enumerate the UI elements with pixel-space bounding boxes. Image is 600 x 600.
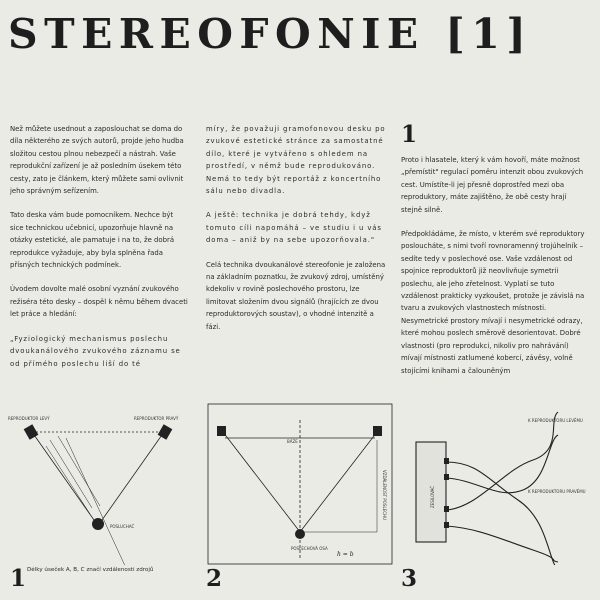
label-output-left: K REPRODUKTORU LEVÉMU	[528, 418, 583, 423]
figure-number: 3	[401, 565, 418, 592]
paragraph: Než můžete usednout a zaposlouchat se doma do díla některého ze svých autorů, projde jeho hudba složitou cestou plnou nebezpečí a nástrah. Vaše reprodukční zařízení je až posledním úsekem této cesty, zato je článkem, který můžete sami ovlivnit jeho správným seřízením.	[10, 125, 184, 196]
listener-icon	[92, 518, 104, 530]
label-output-right: K REPRODUKTORU PRAVÉMU	[528, 489, 586, 494]
figure-number: 2	[206, 565, 223, 592]
paragraph: Proto i hlasatele, který k vám hovoří, máte možnost „přemístit" regulací poměru intenzit obou zvukových cest. Umístíte-li jej přesně doprostřed mezi oba reproduktory, máte zajištěno, že obě cesty hrají stejně silně.	[401, 156, 584, 214]
paragraph: Úvodem dovolte malé osobní vyznání zvukového režiséra této desky – dospěl k němu během dvaceti let práce a hledání:	[10, 285, 188, 319]
quote-paragraph: A ještě: technika je dobrá tehdy, když tomuto cíli napomáhá – ve studiu i u vás doma – aniž by na sebe upozorňovala."	[206, 211, 382, 245]
label-amplifier: ZESILOVAČ	[430, 485, 435, 508]
text-column-3	[401, 154, 587, 389]
label-distance: VZDÁLENOST POSLECHU	[382, 470, 387, 520]
figure-3-speaker-wiring	[408, 400, 598, 565]
paragraph: Celá technika dvoukanálové stereofonie je založena na základním poznatku, že zvukový zdroj, umístěný kdekoliv v rovině poslechového prostoru, lze limitovat složením dvou signálů (hrajících ze dvou reproduktorových soustav), o vhodné intenzitě a fázi.	[206, 260, 386, 331]
quote-paragraph: míry, že považuji gramofonovou desku po zvukové estetické stránce za samostatné dílo, které je vytvářeno s ohledem na prostředí, v němž bude reprodukováno. Nemá to tedy být reportáž z koncertního sálu nebo divadla.	[206, 125, 386, 196]
label-left-speaker: REPRODUKTOR LEVÝ	[8, 416, 50, 421]
label-listener: POSLUCHAČ	[110, 524, 135, 529]
label-listening-axis: POSLECHOVÁ OSA	[291, 546, 328, 551]
text-column-1	[10, 123, 188, 382]
page-title: STEREOFONIE [1]	[8, 10, 533, 58]
label-right-speaker: REPRODUKTOR PRAVÝ	[134, 416, 179, 421]
speaker-icon	[373, 426, 382, 436]
section-number: 1	[401, 121, 418, 148]
speaker-icon	[217, 426, 226, 436]
formula: h = b	[337, 551, 354, 558]
figure-1-stereo-triangle	[6, 400, 191, 565]
figure-2-listening-axis	[205, 400, 395, 565]
text-column-2	[206, 123, 389, 345]
listener-icon	[295, 529, 305, 539]
figure-caption: Délky úseček A, B, C značí vzdálenosti zdrojů	[27, 567, 154, 573]
quote-paragraph: „Fyziologický mechanismus poslechu dvoukanálového zvukového záznamu se od přímého poslechu liší do té	[10, 334, 181, 368]
paragraph: Tato deska vám bude pomocníkem. Nechce být sice technickou učebnicí, upozorňuje hlavně na otázky estetické, ale pamatuje i na to, že dobrá reprodukce vyžaduje, aby byla splněna řada přísných technických podmínek.	[10, 211, 175, 270]
label-base: BÁZE	[287, 439, 298, 444]
paragraph: Předpokládáme, že místo, v kterém své reproduktory posloucháte, s nimi tvoří rovnoramenný trojúhelník – sedíte tedy v poslechové ose. Vaše vzdálenost od spojnice reproduktorů již neovlivňuje symetrii poslechu, ale jeho zřetelnost. Vyplatí se tuto vzdálenost prakticky vyzkoušet, protože je závislá na tvaru a zvukových vlastnostech místnosti. Nesymetrické prostory mívají i nesymetrické odrazy, které mohou poslech směrově desorientovat. Dobré vlastnosti (pro reprodukci, nikoliv pro nahrávání) mívají místnosti zatlumené kobercí, závěsy, volně stojícími knihami a čalouněným	[401, 230, 585, 375]
figure-number: 1	[10, 565, 27, 592]
